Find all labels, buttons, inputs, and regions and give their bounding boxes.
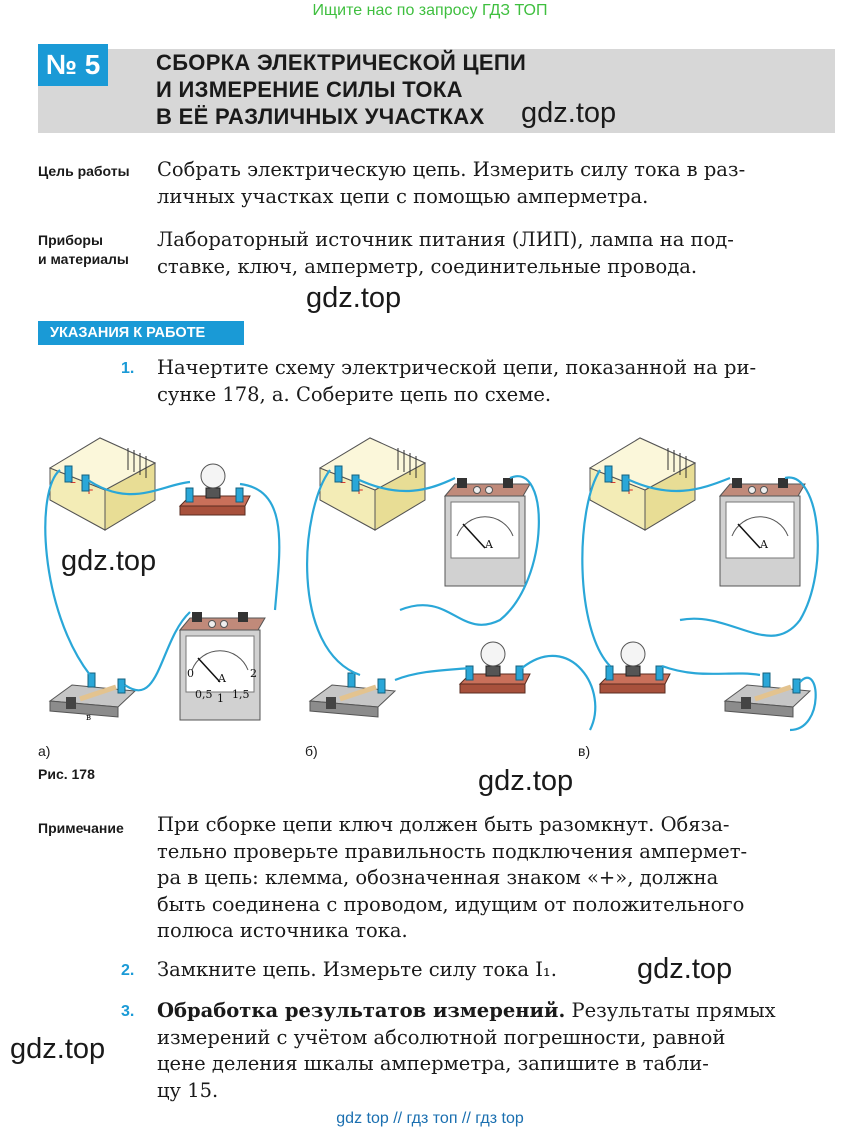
watermark: gdz.top [10,1033,106,1065]
goal-label: Цель работы [38,163,130,179]
step-2-number: 2. [121,962,135,979]
step-3-number: 3. [121,1003,135,1020]
ammeter-scale-0: 0 [187,667,194,680]
switch-key [50,673,135,717]
equipment-label-line-2: и материалы [38,251,129,267]
note-line-5: полюса источника тока. [157,919,408,942]
caption-b: б) [305,743,318,759]
ammeter-unit: A [218,672,226,685]
step-3-line-1-rest: Результаты прямых [571,999,776,1022]
step-3-line-1 [157,998,835,1025]
note-line-2: тельно проверьте правильность подключения ампермет- [157,839,748,863]
equipment-line-1: Лабораторный источник питания (ЛИП), лампа на под- [157,228,734,251]
note-line-1: При сборке цепи ключ должен быть разомкнут. Обяза- [157,813,730,836]
ammeter-unit: A [485,538,493,551]
top-banner[interactable]: Ищите нас по запросу ГДЗ ТОП [312,2,548,19]
ammeter [720,478,805,586]
figure-178 [30,430,830,740]
step-3-line-2: измерений с учётом абсолютной погрешности, равной [157,1025,726,1049]
note-label: Примечание [38,820,124,836]
key-label: в [86,713,92,723]
watermark: gdz.top [478,765,574,797]
lamp [460,642,530,693]
ammeter-unit: A [760,538,768,551]
goal-line-1: Собрать электрическую цепь. Измерить силу тока в раз- [157,158,746,181]
switch-key [310,673,395,717]
goal-line-2: личных участках цепи с помощью амперметра. [157,184,649,208]
step-3-line-3: цене деления шкалы амперметра, запишите в табли- [157,1052,709,1075]
note-text [157,812,835,945]
lamp [180,464,250,515]
equipment-line-2: ставке, ключ, амперметр, соединительные провода. [157,254,698,278]
title-line-1: СБОРКА ЭЛЕКТРИЧЕСКОЙ ЦЕПИ [156,50,527,75]
instructions-badge: УКАЗАНИЯ К РАБОТЕ [38,321,244,345]
ammeter [445,478,530,586]
power-supply [320,438,425,530]
step-3-bold-heading: Обработка результатов измерений. [157,999,566,1022]
step-1-number: 1. [121,360,135,377]
circuit-a [45,438,279,720]
step-3-line-4: цу 15. [157,1078,219,1102]
circuit-c [582,438,817,730]
watermark: gdz.top [61,545,157,577]
title-line-3: В ЕЁ РАЗЛИЧНЫХ УЧАСТКАХ [156,104,485,129]
title-line-2: И ИЗМЕРЕНИЕ СИЛЫ ТОКА [156,77,463,102]
watermark: gdz.top [521,97,617,129]
ammeter-scale-1: 1 [217,692,224,705]
caption-a: а) [38,743,51,759]
equipment-label-line-1: Приборы [38,232,103,248]
watermark: gdz.top [306,282,402,314]
step-2-text: Замкните цепь. Измерьте силу тока I₁. [157,958,557,981]
step-3-text [157,998,835,1104]
watermark: gdz.top [637,953,733,985]
power-supply [590,438,695,530]
lab-number-badge: № 5 [38,44,108,86]
note-line-3: ра в цепь: клемма, обозначенная знаком «+», должна [157,866,719,889]
switch-key [725,673,810,717]
lamp [600,642,670,693]
ammeter-scale-15: 1,5 [232,688,250,701]
note-line-4: быть соединена с проводом, идущим от положительного [157,892,745,916]
circuit-b [307,438,595,730]
power-supply [50,438,155,530]
figure-caption: Рис. 178 [38,766,95,782]
step-1-line-1: Начертите схему электрической цепи, показанной на ри- [157,356,757,379]
step-1-line-2: сунке 178, а. Соберите цепь по схеме. [157,382,552,406]
goal-text [157,157,835,210]
step-1-text [157,355,835,408]
caption-c: в) [578,743,591,759]
ammeter-scale-2: 2 [250,667,257,680]
equipment-text [157,227,835,280]
footer-links[interactable]: gdz top // гдз топ // гдз top [336,1110,524,1127]
ammeter-scale-05: 0,5 [195,688,213,701]
equipment-label [38,231,129,269]
